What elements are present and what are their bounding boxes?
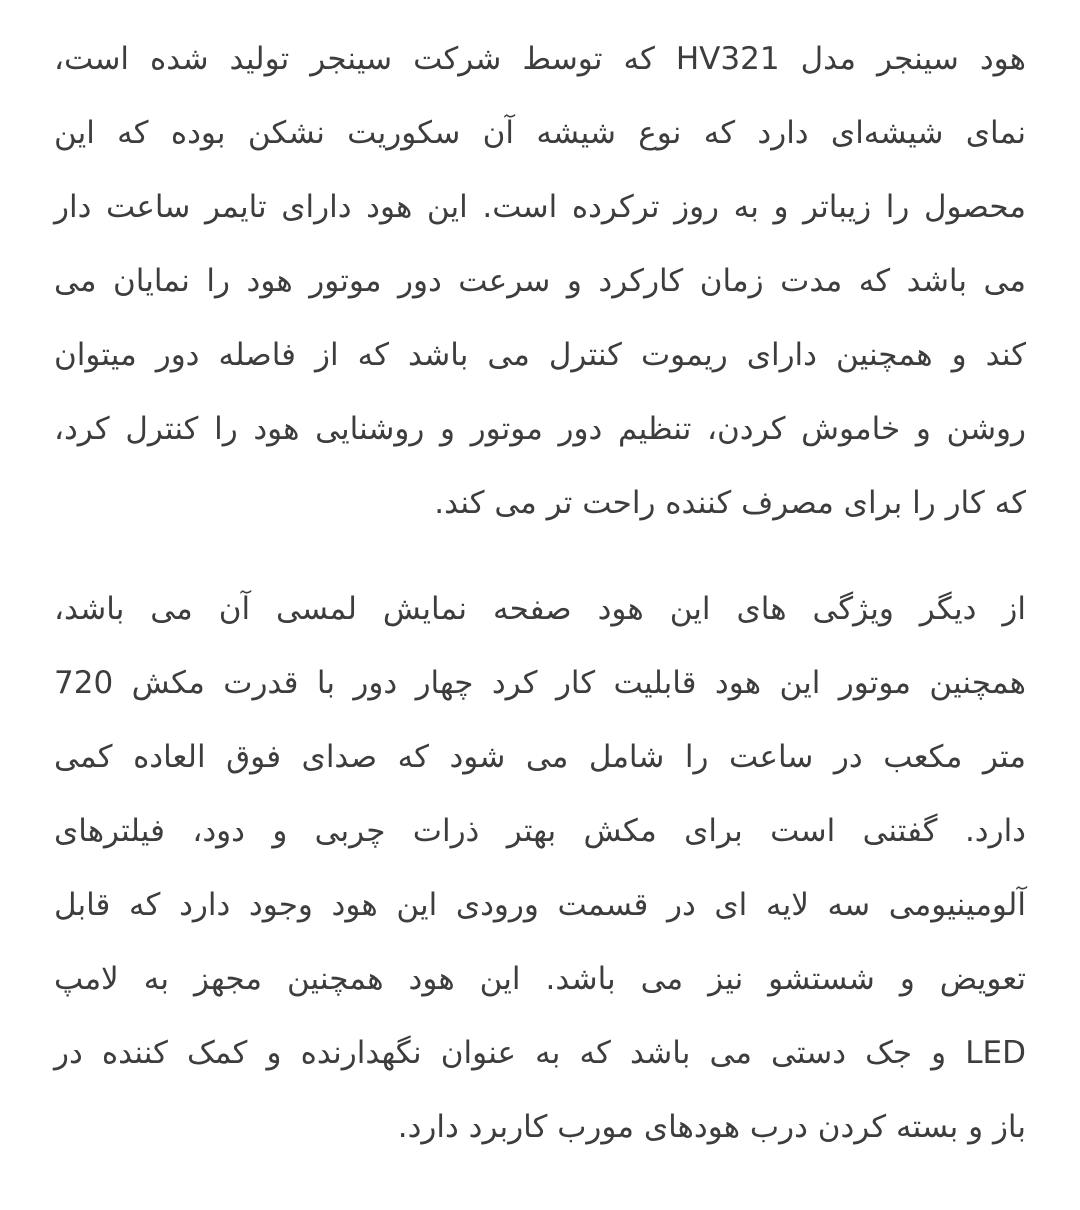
text-line: آلومینیومی سه لایه ای در قسمت ورودی این هود وجود دارد که قابل	[54, 887, 1026, 923]
text-line: همچنین موتور این هود قابلیت کار کرد چهار دور با قدرت مکش 720	[54, 665, 1026, 701]
text-line: نمای شیشه‌ای دارد که نوع شیشه آن سکوریت نشکن بوده که این	[54, 115, 1026, 151]
text-line: باز و بسته کردن درب هودهای مورب کاربرد دارد.	[397, 1109, 1026, 1145]
text-line: دارد. گفتنی است برای مکش بهتر ذرات چربی و دود، فیلترهای	[54, 813, 1026, 849]
text-line: می باشد که مدت زمان کارکرد و سرعت دور موتور هود را نمایان می	[54, 263, 1026, 299]
text-line: محصول را زیباتر و به روز ترکرده است. این هود دارای تایمر ساعت دار	[54, 189, 1026, 225]
text-line: روشن و خاموش کردن، تنظیم دور موتور و روشنایی هود را کنترل کرد،	[54, 411, 1026, 447]
text-line: تعویض و شستشو نیز می باشد. این هود همچنین مجهز به لامپ	[54, 961, 1026, 997]
article-body	[54, 22, 1026, 1164]
text-line: هود سینجر مدل HV321 که توسط شرکت سینجر تولید شده است،	[54, 41, 1026, 77]
paragraph-hood-description	[54, 22, 1026, 540]
text-line: کند و همچنین دارای ریموت کنترل می باشد که از فاصله دور میتوان	[54, 337, 1026, 373]
text-line: که کار را برای مصرف کننده راحت تر می کند.	[434, 485, 1026, 521]
paragraph-hood-features	[54, 572, 1026, 1164]
text-line: از دیگر ویژگی های این هود صفحه نمایش لمسی آن می باشد،	[54, 591, 1026, 627]
text-line: متر مکعب در ساعت را شامل می شود که صدای فوق العاده کمی	[54, 739, 1026, 775]
text-line: LED و جک دستی می باشد که به عنوان نگهدارنده و کمک کننده در	[54, 1035, 1026, 1071]
